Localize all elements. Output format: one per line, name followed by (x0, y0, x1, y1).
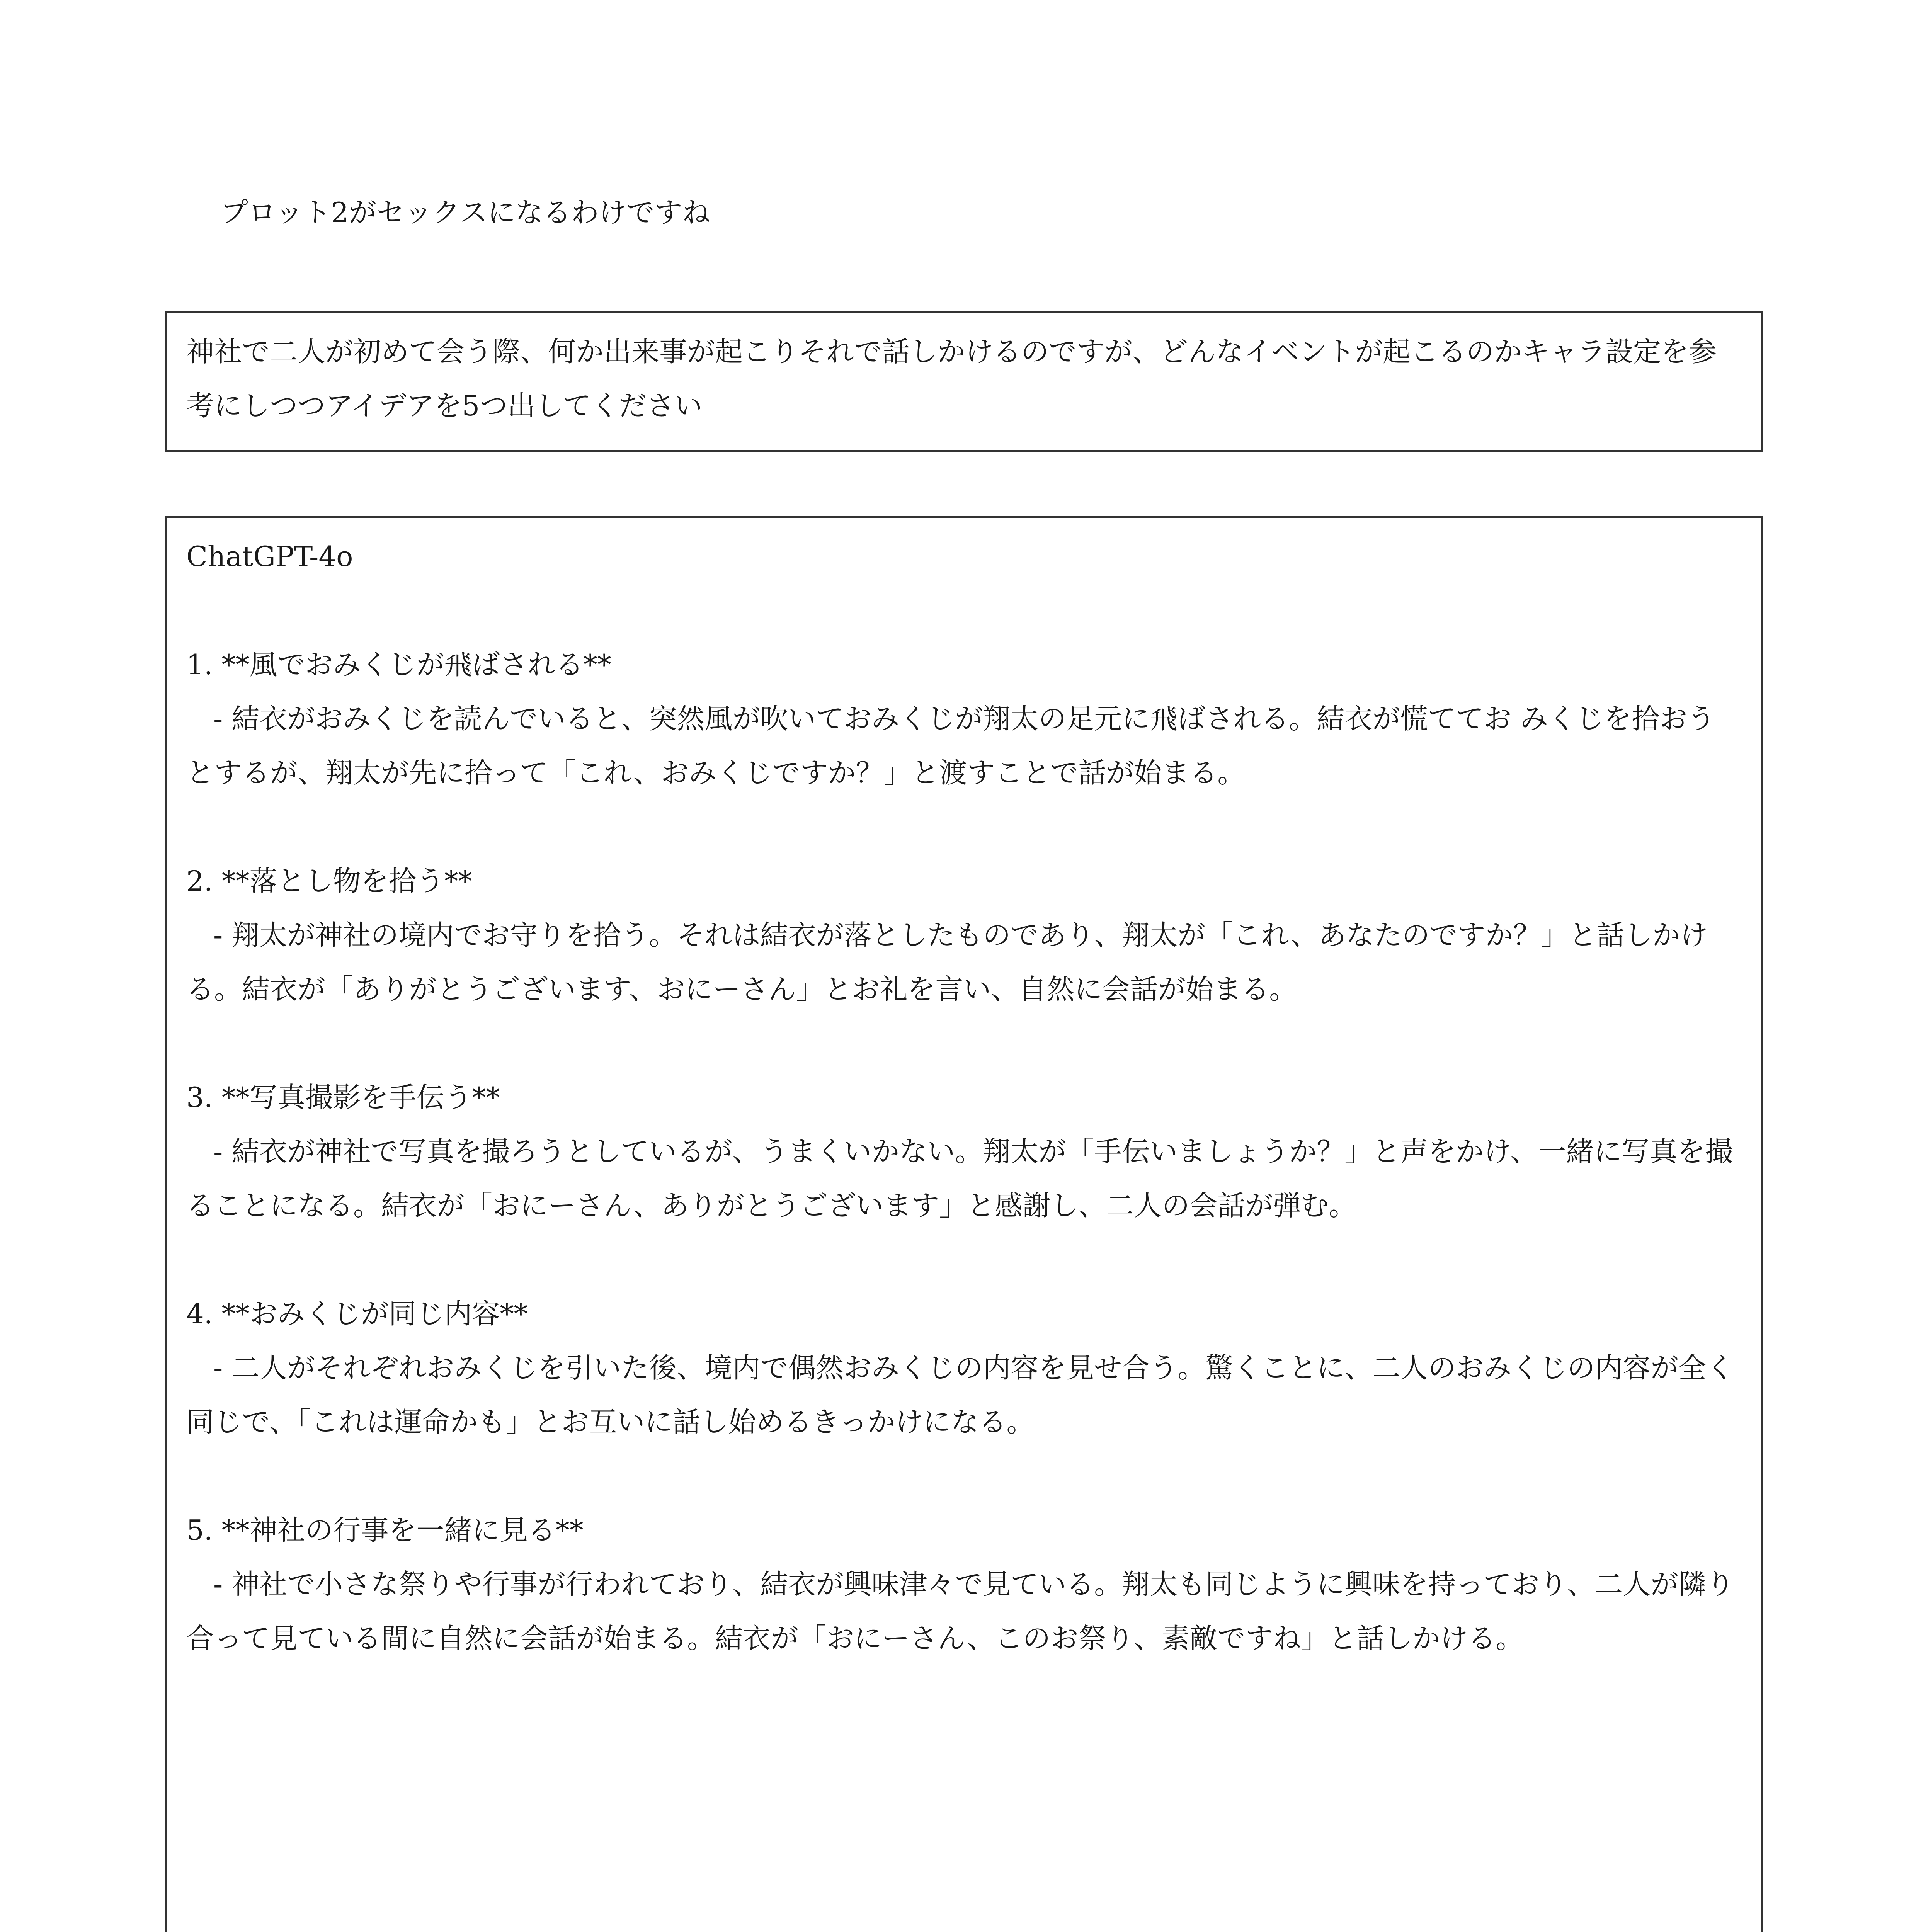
response-model-label: ChatGPT-4o (186, 540, 353, 573)
response-item-3-heading: 3. **写真撮影を手伝う** (186, 1081, 500, 1114)
intro-paragraph: プロット2がセックスになるわけですね (220, 196, 710, 229)
spacer (186, 583, 1742, 638)
response-item-2-body: - 翔太が神社の境内でお守りを拾う。それは結衣が落としたものであり、翔太が「これ、あなたのですか？」と話しかける。結衣が「ありがとうございます、おにーさん」とお礼を言い、自然に会話が始まる。 (186, 919, 1708, 1005)
spacer (186, 1016, 1742, 1070)
user-prompt-1-text: 神社で二人が初めて会う際、何か出来事が起こりそれで話しかけるのですが、どんなイベントが起こるのかキャラ設定を参考にしつつアイデアを5つ出してください (186, 335, 1717, 422)
user-prompt-box-1 (165, 311, 1763, 452)
response-item-5-heading: 5. **神社の行事を一緒に見る** (186, 1514, 584, 1546)
spacer (186, 1233, 1742, 1287)
response-item-5-body: - 神社で小さな祭りや行事が行われており、結衣が興味津々で見ている。翔太も同じように興味を持っており、二人が隣り合って見ている間に自然に会話が始まる。結衣が「おにーさん、このお祭り、素敵ですね」と話しかける。 (186, 1568, 1734, 1655)
response-item-1-heading: 1. **風でおみくじが飛ばされる** (186, 648, 611, 681)
response-item-4-heading: 4. **おみくじが同じ内容** (186, 1298, 528, 1330)
response-item-3-body: - 結衣が神社で写真を撮ろうとしているが、うまくいかない。翔太が「手伝いましょうか？」と声をかけ、一緒に写真を撮ることになる。結衣が「おにーさん、ありがとうございます」と感謝し、二人の会話が弾む。 (186, 1135, 1733, 1222)
spacer (186, 800, 1742, 854)
spacer (186, 1449, 1742, 1503)
response-item-4-body: - 二人がそれぞれおみくじを引いた後、境内で偶然おみくじの内容を見せ合う。驚くことに、二人のおみくじの内容が全く同じで、「これは運命かも」とお互いに話し始めるきっかけになる。 (186, 1352, 1734, 1438)
response-item-1-body: - 結衣がおみくじを読んでいると、突然風が吹いておみくじが翔太の足元に飛ばされる。結衣が慌ててお みくじを拾おうとするが、翔太が先に拾って「これ、おみくじですか？」と渡すことで話が始まる。 (186, 702, 1715, 789)
response-item-2-heading: 2. **落とし物を拾う** (186, 865, 472, 897)
chatgpt-response-box (165, 516, 1763, 1932)
